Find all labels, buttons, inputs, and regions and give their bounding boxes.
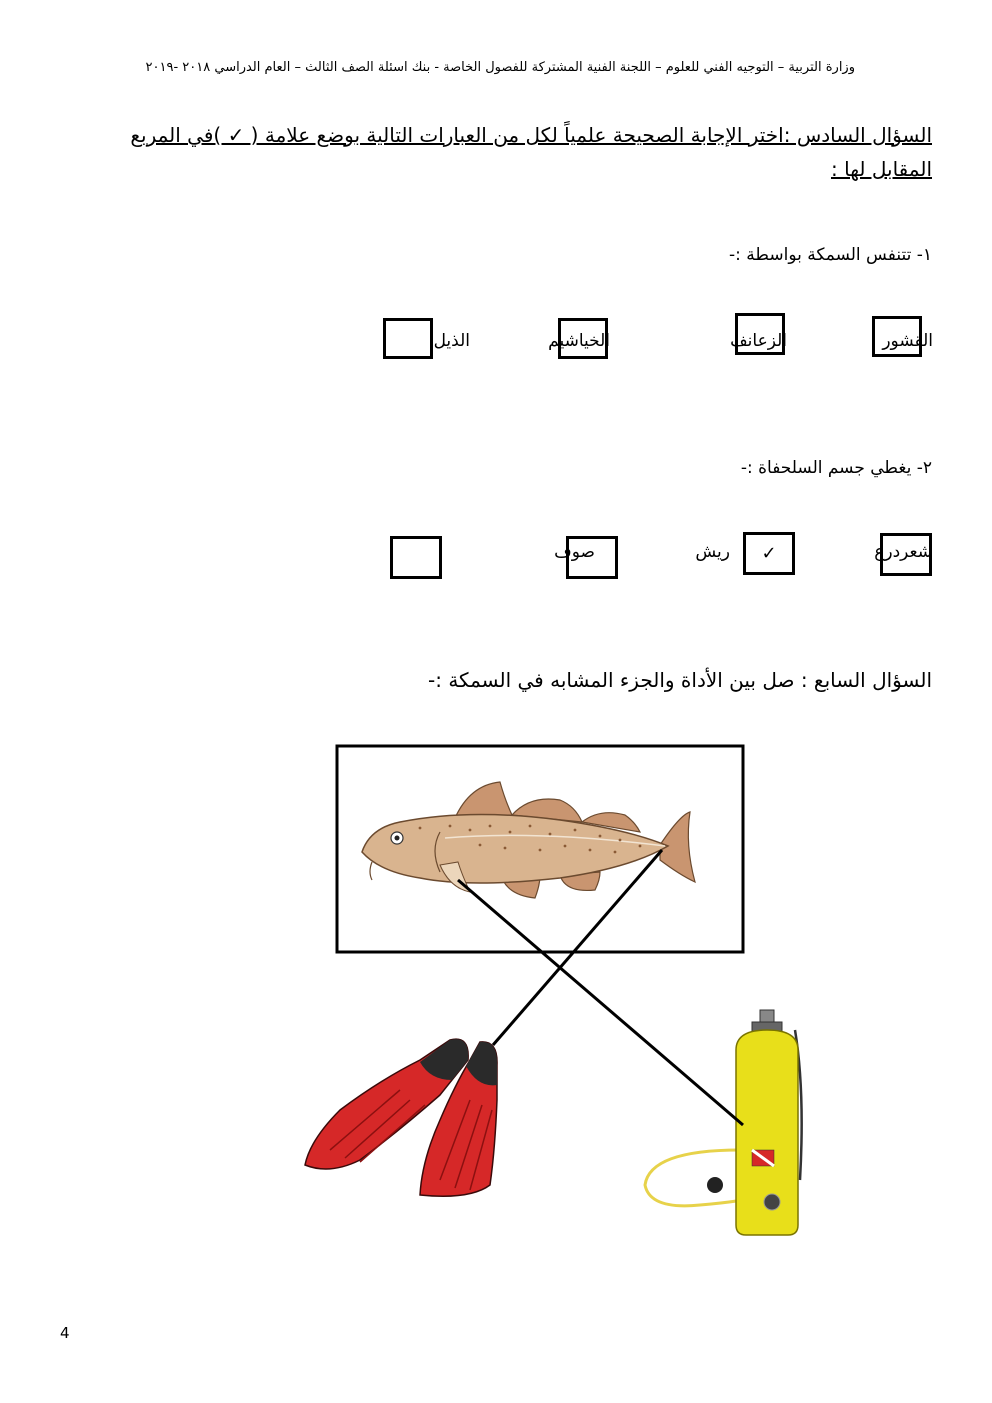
- option-tail: الذيل: [433, 331, 470, 351]
- question6-item2-label: ٢- يغطي جسم السلحفاة :-: [740, 458, 932, 478]
- document-header: وزارة التربية – التوجيه الفني للعلوم – اللجنة الفنية المشتركة للفصول الخاصة - بنك اسئلة الصف الثالث – العام الدراسي ٢٠١٨ -٢٠١٩: [145, 60, 855, 75]
- scuba-tank: [645, 1010, 802, 1235]
- check-mark-icon: ✓: [761, 543, 777, 564]
- swim-fins: [305, 1039, 497, 1196]
- option-hair-shell: شعردرع: [874, 542, 932, 562]
- option-gills: الخياشيم: [548, 331, 610, 351]
- option-wool: صوف: [554, 542, 595, 562]
- question6-item1-label: ١- تتنفس السمكة بواسطة :-: [729, 245, 932, 265]
- option-scales: القشور: [882, 331, 933, 351]
- question7-title: السؤال السابع : صل بين الأداة والجزء المشابه في السمكة :-: [428, 668, 932, 692]
- page-number: 4: [60, 1324, 70, 1342]
- match-line-gills-to-tank: [458, 880, 743, 1125]
- option-feathers: ريش: [695, 542, 730, 562]
- question6-title-text: السؤال السادس :اختر الإجابة الصحيحة علمياً لكل من العبارات التالية بوضع علامة ( ✓ )في المربع المقابل لها :: [130, 123, 932, 181]
- fish-illustration: [362, 782, 695, 898]
- option-fins: الزعانف: [730, 331, 787, 351]
